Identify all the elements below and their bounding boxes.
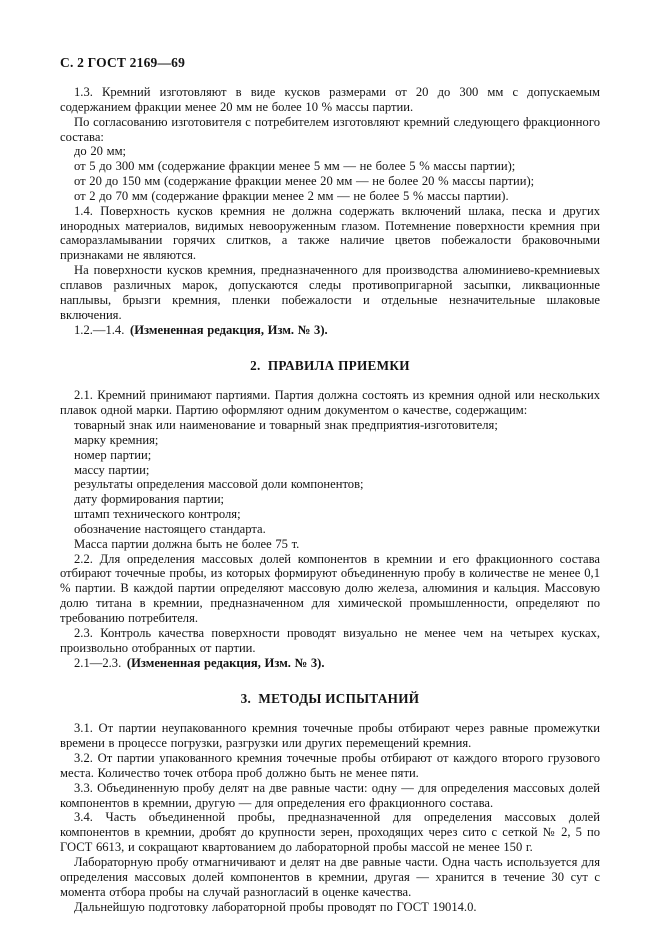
paragraph-1-3: 1.3. Кремний изготовляют в виде кусков размерами от 20 до 300 мм с допускаемым содержанием фракции менее 20 мм не более 10 % массы партии. — [60, 85, 600, 114]
paragraph-2-3: 2.3. Контроль качества поверхности проводят визуально не менее чем на четырех кусках, произвольно отобранных от партии. — [60, 625, 600, 655]
paragraph-3-3: 3.3. Объединенную пробу делят на две равные части: одну — для определения массовых долей компонентов в кремнии, другую — для определения его фракционного состава. — [60, 780, 600, 810]
amendment-text: (Измененная редакция, Изм. № 3). — [130, 322, 328, 337]
fraction-list-item: до 20 мм; — [74, 144, 127, 159]
amendment-ref: 1.2.—1.4. — [74, 322, 125, 337]
paragraph-surface-allowances: На поверхности кусков кремния, предназначенного для производства алюминиево-кремниевых сплавов различных марок, допускаются следы противопригарной засыпки, ликвационные наплывы, брызги кремния, пленки побежалости и отдельные незначительные шлаковые включения. — [60, 263, 600, 322]
fraction-list-item: от 20 до 150 мм (содержание фракции менее 20 мм — не более 20 % массы партии); — [74, 174, 535, 189]
paragraph-3-1: 3.1. От партии неупакованного кремния точечные пробы отбирают через равные промежутки времени в процессе погрузки, разгрузки или других перемещений кремния. — [60, 721, 600, 751]
quality-doc-item: обозначение настоящего стандарта. — [74, 521, 266, 536]
amendment-ref: 2.1—2.3. — [74, 655, 122, 670]
paragraph-3-4: 3.4. Часть объединенной пробы, предназначенной для определения массовых долей компонентов в кремнии, дробят до крупности зерен, проходящих через сито с сеткой № 2, 5 по ГОСТ 6613, и сокращают квартованием до лабораторной пробы массой не менее 150 г. — [60, 810, 600, 855]
paragraph-3-2: 3.2. От партии упакованного кремния точечные пробы отбирают от каждого второго грузового места. Количество точек отбора проб должно быть не менее пяти. — [60, 751, 600, 780]
paragraph-2-2: 2.2. Для определения массовых долей компонентов в кремнии и его фракционного состава отбирают точечные пробы, из которых формируют объединенную пробу в количестве не менее 0,1 % партии. В каждой партии определяют массовую долю железа, алюминия и кальция. Массовую долю титана в кремнии, предназначенном для химической промышленности, определяют по требованию потребителя. — [60, 551, 600, 625]
paragraph-lab-sample: Лабораторную пробу отмагничивают и делят на две равные части. Одна часть используется для определения массовых долей компонентов в кремнии, другая — хранится в течение 30 сут с момента отбора пробы на случай разногласий в оценке качества. — [60, 854, 600, 899]
quality-doc-item: результаты определения массовой доли компонентов; — [74, 477, 364, 492]
amendment-note-section-2 — [60, 656, 600, 671]
paragraph-1-4: 1.4. Поверхность кусков кремния не должна содержать включений шлака, песка и других инородных материалов, видимых невооруженным глазом. Потемнение поверхности кремния при саморазламывании горячих слитков, а также наличие цветов побежалости браковочными признаками не являются. — [60, 203, 600, 263]
paragraph-2-1: 2.1. Кремний принимают партиями. Партия должна состоять из кремния одной или нескольких плавок одной марки. Партию оформляют одним документом о качестве, содержащим: — [60, 388, 600, 418]
quality-doc-item: дату формирования партии; — [74, 492, 225, 507]
quality-doc-item: штамп технического контроля; — [74, 507, 241, 522]
section-2-heading: 2. ПРАВИЛА ПРИЕМКИ — [250, 358, 410, 374]
paragraph-batch-mass: Масса партии должна быть не более 75 т. — [74, 536, 300, 551]
quality-doc-item: марку кремния; — [74, 432, 159, 447]
paragraph-fraction-intro: По согласованию изготовителя с потребителем изготовляют кремний следующего фракционного состава: — [60, 114, 600, 144]
fraction-list-item: от 2 до 70 мм (содержание фракции менее 2 мм — не более 5 % массы партии). — [74, 188, 509, 203]
amendment-note-section-1 — [60, 323, 600, 338]
quality-doc-item: товарный знак или наименование и товарный знак предприятия-изготовителя; — [74, 418, 498, 433]
running-header: С. 2 ГОСТ 2169—69 — [60, 55, 186, 70]
quality-doc-item: массу партии; — [74, 462, 150, 477]
paragraph-further-prep: Дальнейшую подготовку лабораторной пробы проводят по ГОСТ 19014.0. — [74, 899, 477, 914]
quality-doc-item: номер партии; — [74, 447, 152, 462]
section-3-heading: 3. МЕТОДЫ ИСПЫТАНИЙ — [240, 691, 420, 707]
amendment-text: (Измененная редакция, Изм. № 3). — [126, 655, 325, 670]
fraction-list-item: от 5 до 300 мм (содержание фракции менее 5 мм — не более 5 % массы партии); — [74, 159, 516, 174]
